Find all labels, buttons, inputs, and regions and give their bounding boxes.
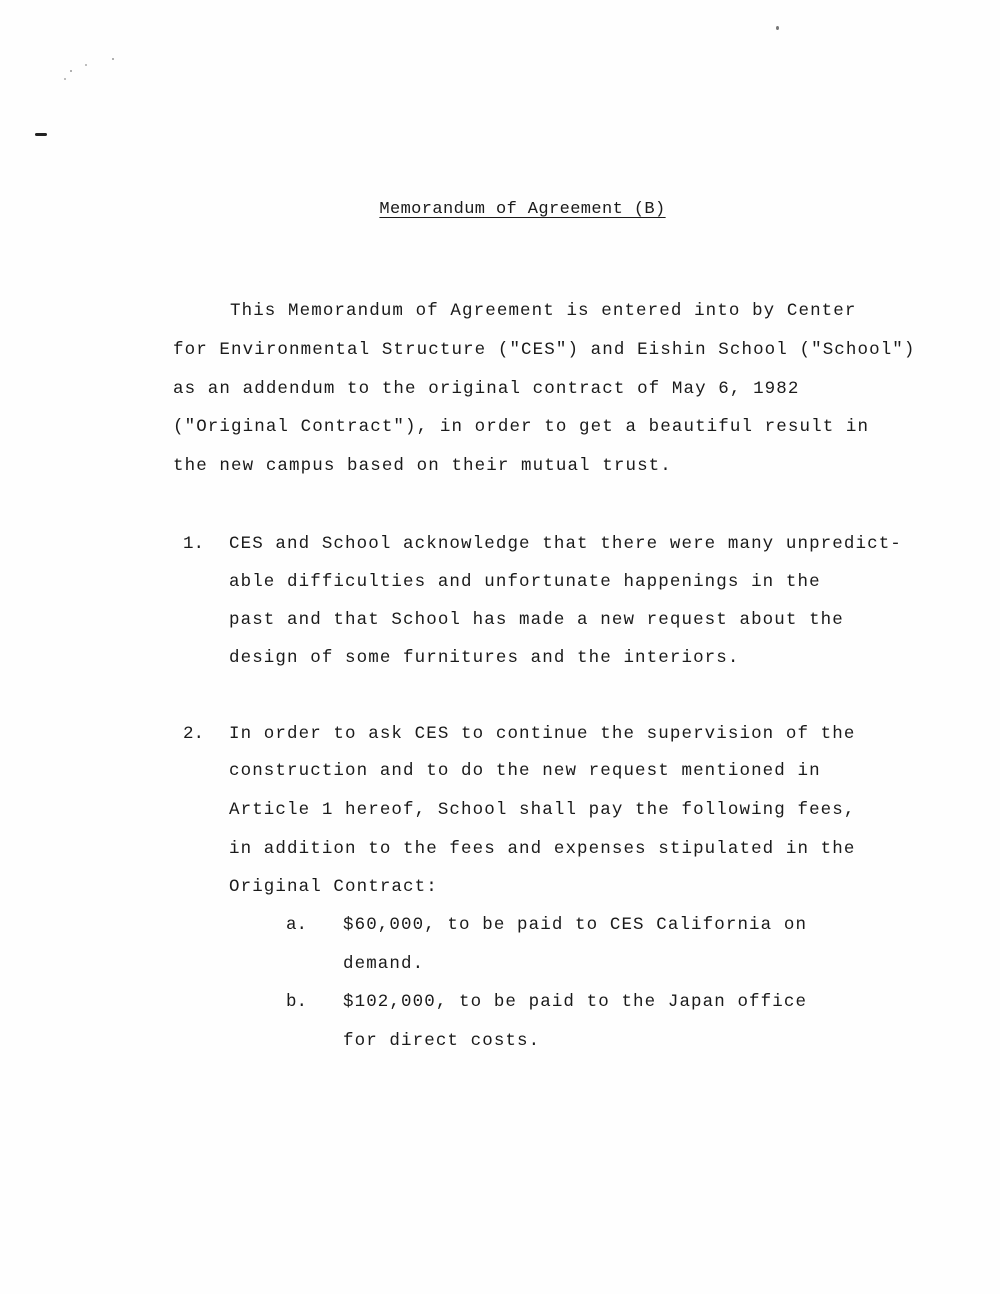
scan-speck: [112, 58, 114, 60]
document-title: Memorandum of Agreement (B): [379, 200, 666, 219]
scan-speck: [776, 26, 779, 30]
item-line: In order to ask CES to continue the supervision of the: [229, 724, 856, 744]
item-line: design of some furnitures and the interiors.: [229, 648, 740, 668]
subitem-letter: b.: [286, 992, 308, 1012]
item-line: CES and School acknowledge that there were many unpredict-: [229, 534, 902, 554]
subitem-line: demand.: [343, 954, 425, 974]
item-line: Article 1 hereof, School shall pay the following fees,: [229, 800, 856, 820]
subitem-letter: a.: [286, 915, 308, 935]
item-line: able difficulties and unfortunate happenings in the: [229, 572, 821, 592]
scan-speck: [70, 70, 72, 72]
intro-line: for Environmental Structure ("CES") and Eishin School ("School"): [173, 340, 916, 360]
item-number: 1.: [183, 534, 205, 554]
subitem-line: for direct costs.: [343, 1031, 541, 1051]
item-line: Original Contract:: [229, 877, 438, 897]
item-number: 2.: [183, 724, 205, 744]
intro-line: ("Original Contract"), in order to get a beautiful result in: [173, 417, 870, 437]
item-line: construction and to do the new request mentioned in: [229, 761, 821, 781]
scan-speck: [64, 78, 66, 80]
intro-line: as an addendum to the original contract of May 6, 1982: [173, 379, 800, 399]
item-line: past and that School has made a new request about the: [229, 610, 844, 630]
subitem-line: $102,000, to be paid to the Japan office: [343, 992, 808, 1012]
item-line: in addition to the fees and expenses stipulated in the: [229, 839, 856, 859]
scan-speck: [85, 64, 87, 66]
subitem-line: $60,000, to be paid to CES California on: [343, 915, 808, 935]
scan-speck: [35, 133, 47, 136]
intro-line: This Memorandum of Agreement is entered into by Center: [230, 301, 857, 321]
intro-line: the new campus based on their mutual trust.: [173, 456, 672, 476]
